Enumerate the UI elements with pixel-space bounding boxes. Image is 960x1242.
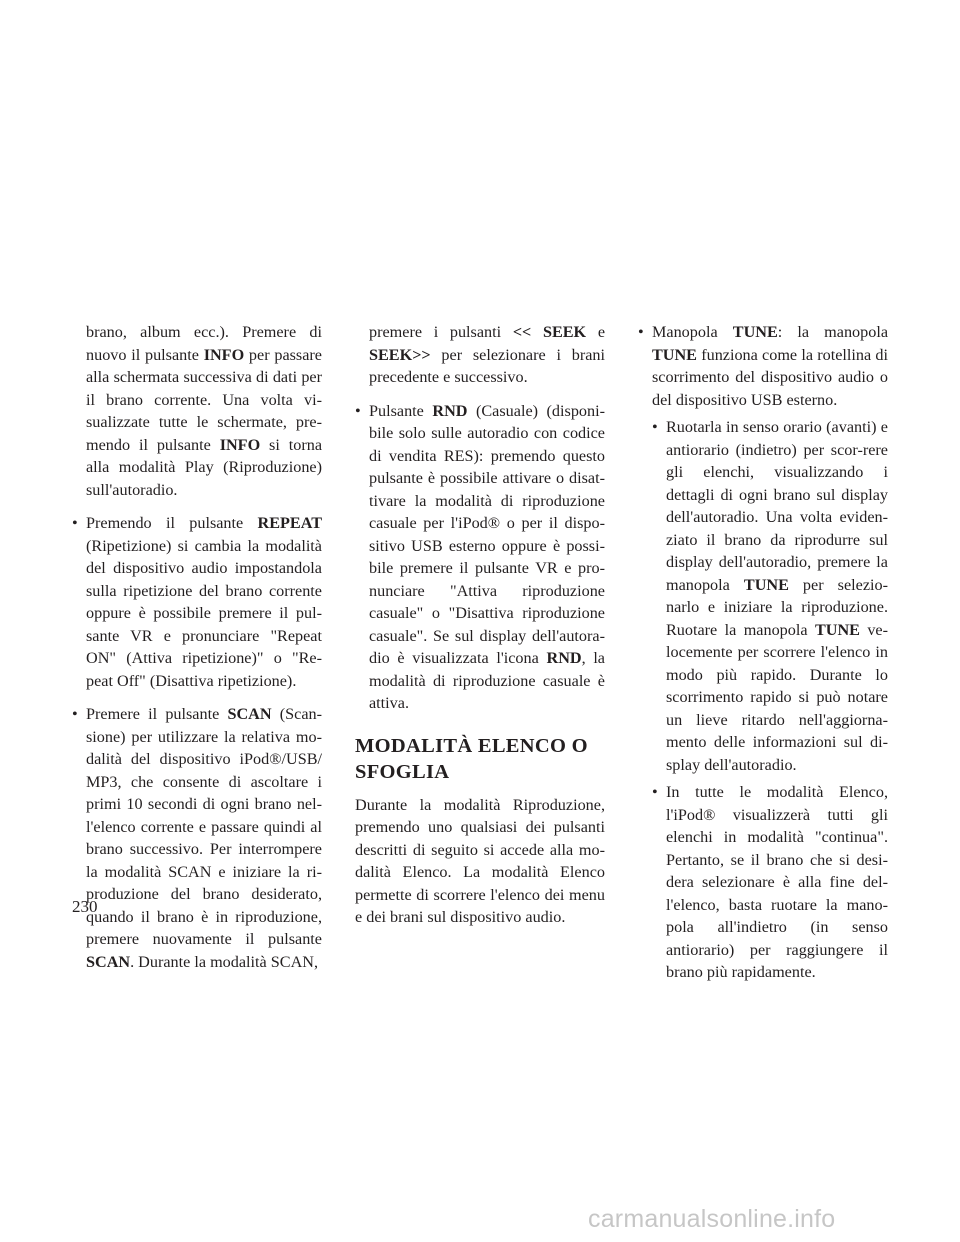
watermark-text: carmanualsonline.info bbox=[588, 1205, 836, 1233]
bullet-rnd: • Pulsante RND (Casuale) (disponi-bile solo sulle autoradio con codice di vendita RES): premendo questo pulsante è possibile attivare o disat-tivare la modalità di riproduzione casuale per l'iPod® o per il dispo-sitivo USB esterno oppure è possi-bile premere il pulsante VR e pro-nunciare "Attiva riproduzione casuale" o "Disattiva riproduzione casuale". Se sul display dell'autora-dio è visualizzata l'icona RND, la modalità di riproduzione casuale è attiva. bbox=[355, 400, 605, 715]
section-heading: MODALITÀ ELENCO O SFOGLIA bbox=[355, 734, 588, 783]
bullet-tune: • Manopola TUNE: la manopola TUNE funziona come la rotellina di scorrimento del dispositivo audio o del dispositivo USB esterno. bbox=[638, 321, 888, 411]
paragraph-list-mode: Durante la modalità Riproduzione, premendo uno qualsiasi dei pulsanti descritti di seguito si accede alla mo-dalità Elenco. La modalità Elenco permette di scorrere l'elenco dei menu e dei brani sul dispositivo audio. bbox=[355, 795, 605, 926]
bullet-repeat: • Premendo il pulsante REPEAT (Ripetizione) si cambia la modalità del dispositivo audio impostandola sulla ripetizione del brano corrente oppure è possibile premere il pul-sante VR e pronunciare "Repeat ON" (Attiva ripetizione)" o "Re-peat Off" (Disattiva ripetizione). bbox=[72, 512, 322, 692]
paragraph-seek: premere i pulsanti << SEEK e SEEK>> per selezionare i brani precedente e successivo. bbox=[369, 323, 606, 386]
column-right bbox=[638, 321, 888, 984]
paragraph-info: brano, album ecc.). Premere di nuovo il pulsante INFO per passare alla schermata successiva di dati per il brano corrente. Una volta vi-sualizzate tutte le schermate, pre-mendo il pulsante INFO si torna alla modalità Play (Riproduzione) sull'autoradio. bbox=[86, 323, 323, 499]
page-number: 230 bbox=[72, 897, 98, 916]
subbullet-list-modes: • In tutte le modalità Elenco, l'iPod® visualizzerà tutti gli elenchi in modalità "continua". Pertanto, se il brano che si desi-dera selezionare è alla fine del-l'elenco, basta ruotare la mano-pola all'indietro (in senso antiorario) per raggiungere il brano più rapidamente. bbox=[638, 781, 888, 984]
column-left bbox=[72, 321, 322, 973]
subbullet-rotate: • Ruotarla in senso orario (avanti) e antiorario (indietro) per scor-rere gli elenchi, visualizzando i dettagli di ogni brano sul display dell'autoradio. Una volta eviden-ziato il brano da riprodurre sul display dell'autoradio, premere la manopola TUNE per selezio-narlo e iniziare la riproduzione. Ruotare la manopola TUNE ve-locemente per scorrere l'elenco in modo più rapido. Durante lo scorrimento rapido si può notare un lieve ritardo nell'aggiorna-mento delle informazioni sul di-splay dell'autoradio. bbox=[638, 416, 888, 776]
bullet-scan: • Premere il pulsante SCAN (Scan-sione) per utilizzare la relativa mo-dalità del dispositivo iPod®/USB/ MP3, che consente di ascoltare i primi 10 secondi di ogni brano nel-l'elenco corrente e passare quindi al brano successivo. Per interrompere la modalità SCAN e iniziare la ri-produzione del brano desiderato, quando il brano è in riproduzione, premere nuovamente il pulsante SCAN. Durante la modalità SCAN, bbox=[72, 703, 322, 973]
column-middle bbox=[355, 321, 605, 929]
